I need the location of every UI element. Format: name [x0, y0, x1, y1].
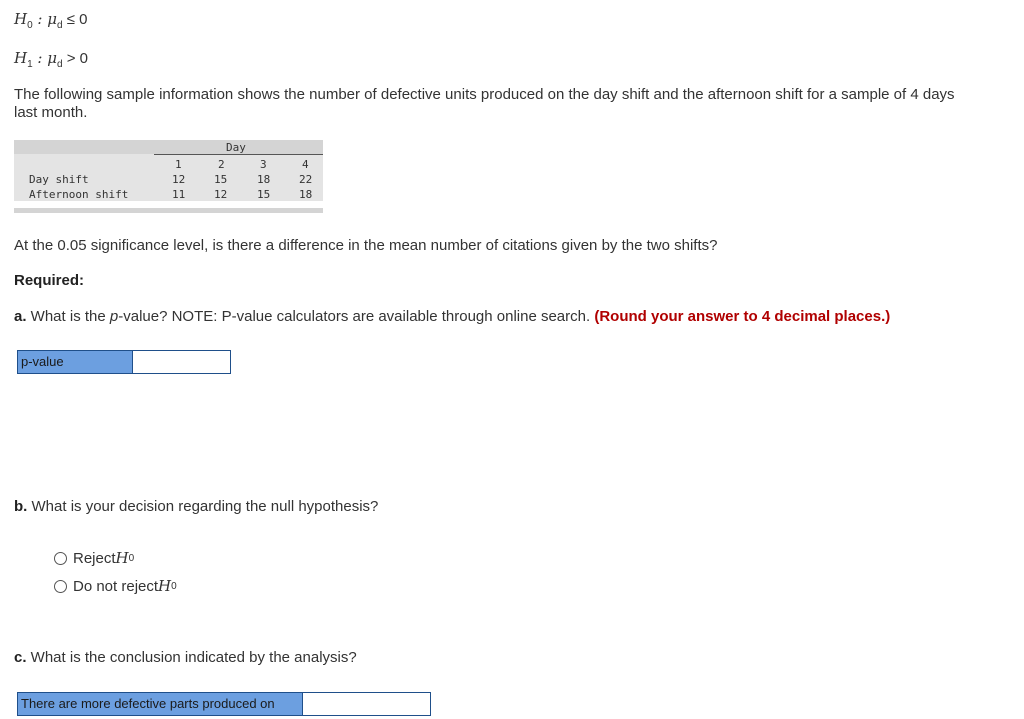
defects-table: [14, 140, 323, 213]
null-hypothesis: $H_0$ : $\mu_d \le 0$: [14, 10, 88, 31]
question-text: At the 0.05 significance level, is there a difference in the mean number of citations given by the two shifts?: [14, 237, 718, 254]
column-header: 4: [302, 158, 309, 171]
table-cell: 18: [257, 173, 271, 186]
conclusion-label: There are more defective parts produced on: [18, 693, 302, 715]
column-header: 2: [218, 158, 225, 171]
p-value-answer-row: [17, 350, 231, 374]
part-c-question: c. What is the conclusion indicated by the analysis?: [14, 649, 357, 666]
alternative-hypothesis: $H_1$ : $\mu_d > 0$: [14, 49, 88, 70]
part-b-question: b. What is your decision regarding the null hypothesis?: [14, 498, 379, 515]
table-cell: 15: [214, 173, 228, 186]
row-label: Day shift: [29, 173, 89, 186]
column-header: 1: [175, 158, 182, 171]
radio-button[interactable]: [54, 552, 67, 565]
p-value-input[interactable]: [132, 351, 230, 373]
column-header: 3: [260, 158, 267, 171]
radio-option-do-not-reject[interactable]: Do not reject H 0: [54, 577, 177, 595]
required-heading: Required:: [14, 272, 85, 289]
conclusion-answer-row: [17, 692, 431, 716]
conclusion-input[interactable]: [302, 693, 430, 715]
table-cell: 12: [172, 173, 186, 186]
radio-option-reject[interactable]: Reject H 0: [54, 549, 134, 567]
table-cell: 11: [172, 188, 186, 201]
row-label: Afternoon shift: [29, 188, 129, 201]
part-a-question: a. What is the p-value? NOTE: P-value calculators are available through online search. (Round your answer to 4 decimal places.): [14, 308, 891, 325]
table-cell: 22: [299, 173, 313, 186]
table-cell: 12: [214, 188, 228, 201]
intro-text: The following sample information shows the number of defective units produced on the day shift and the afternoon shift for a sample of 4 days last month.: [14, 86, 955, 121]
table-title: Day: [226, 141, 246, 154]
p-value-label: p-value: [18, 351, 132, 373]
radio-button[interactable]: [54, 580, 67, 593]
table-cell: 15: [257, 188, 271, 201]
table-cell: 18: [299, 188, 313, 201]
